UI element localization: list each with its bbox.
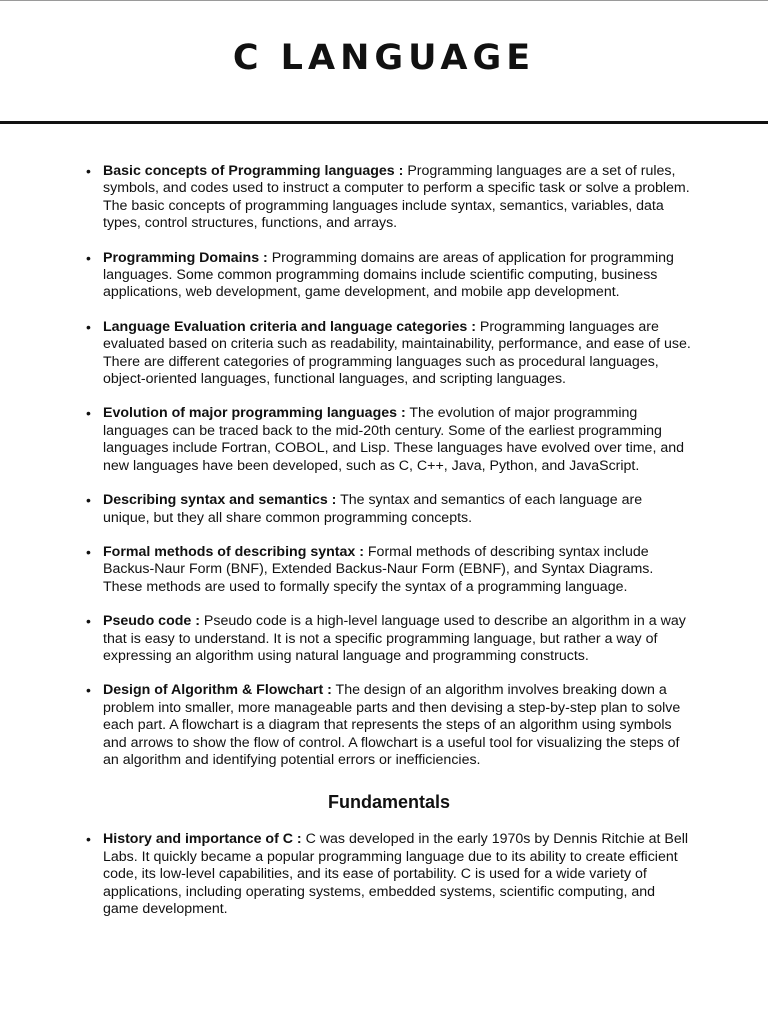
topic-item-evolution — [86, 405, 692, 475]
topic-item-programming-domains — [86, 250, 692, 302]
topic-heading: Describing syntax and semantics : — [103, 492, 337, 509]
topic-body: The evolution of major programming languages can be traced back to the mid-20th century. Some of the earliest programming languages include Fortran, COBOL, and Lisp. These languages have evolved over time, and new languages have been developed, such as C, C++, Java, Python, and JavaScript. — [103, 405, 684, 474]
topic-heading: Evolution of major programming languages : — [103, 405, 406, 422]
bullet-icon: • — [86, 613, 91, 630]
topic-heading: History and importance of C : — [103, 831, 302, 848]
topic-item-pseudo-code — [86, 613, 692, 665]
bullet-icon: • — [86, 831, 91, 848]
topic-body: Programming languages are evaluated based on criteria such as readability, maintainability, performance, and ease of use. There are different categories of programming languages such as procedural languages, object-oriented languages, functional languages, and scripting languages. — [103, 318, 691, 388]
topic-body: Programming domains are areas of application for programming languages. Some common programming domains include scientific computing, business applications, web development, game development, and mobile app development. — [103, 249, 674, 301]
topic-body: Programming languages are a set of rules, symbols, and codes used to instruct a computer to perform a specific task or solve a problem. The basic concepts of programming languages include syntax, semantics, variables, data types, control structures, functions, and arrays. — [103, 163, 690, 232]
topic-heading: Pseudo code : — [103, 613, 200, 630]
topic-list — [86, 163, 692, 769]
fundamentals-list — [86, 831, 692, 918]
topic-heading: Basic concepts of Programming languages : — [103, 163, 404, 179]
topic-heading: Programming Domains : — [103, 249, 268, 266]
document-title: C LANGUAGE — [232, 38, 536, 78]
topic-heading: Formal methods of describing syntax : — [103, 543, 364, 560]
topic-item-algorithm-flowchart — [86, 682, 692, 769]
topic-body: Formal methods of describing syntax include Backus-Naur Form (BNF), Extended Backus-Naur Form (EBNF), and Syntax Diagrams. These methods are used to formally specify the syntax of a programming language. — [103, 543, 654, 595]
bullet-icon: • — [86, 163, 91, 179]
topic-item-evaluation-criteria — [86, 319, 692, 389]
bullet-icon: • — [86, 543, 91, 560]
topic-heading: Language Evaluation criteria and language categories : — [103, 318, 476, 335]
top-border-line — [0, 0, 768, 1]
section-heading-fundamentals: Fundamentals — [327, 792, 451, 813]
topic-body: The syntax and semantics of each language are unique, but they all share common programming concepts. — [103, 492, 643, 526]
document-body — [86, 163, 692, 935]
bullet-icon: • — [86, 249, 91, 266]
topic-item-basic-concepts — [86, 163, 692, 233]
topic-body: C was developed in the early 1970s by Dennis Ritchie at Bell Labs. It quickly became a popular programming language due to its ability to create efficient code, its low-level capabilities, and its ease of portability. C is used for a wide variety of applications, including operating systems, embedded systems, scientific computing, and game development. — [103, 831, 689, 917]
bullet-icon: • — [86, 682, 91, 699]
topic-heading: Design of Algorithm & Flowchart : — [103, 682, 332, 699]
topic-body: The design of an algorithm involves breaking down a problem into smaller, more manageable parts and then devising a step-by-step plan to solve each part. A flowchart is a diagram that represents the steps of an algorithm using symbols and arrows to show the flow of control. A flowchart is a useful tool for visualizing the steps of an algorithm and identifying potential errors or inefficiencies. — [103, 682, 681, 768]
header-divider — [0, 121, 768, 124]
topic-item-formal-methods — [86, 544, 692, 596]
bullet-icon: • — [86, 492, 91, 509]
bullet-icon: • — [86, 318, 91, 335]
topic-body: Pseudo code is a high-level language used to describe an algorithm in a way that is easy to understand. It is not a specific programming language, but rather a way of expressing an algorithm using natural language and programming constructs. — [103, 613, 686, 664]
topic-item-syntax-semantics — [86, 492, 692, 527]
topic-item-history-of-c — [86, 831, 692, 918]
bullet-icon: • — [86, 405, 91, 422]
